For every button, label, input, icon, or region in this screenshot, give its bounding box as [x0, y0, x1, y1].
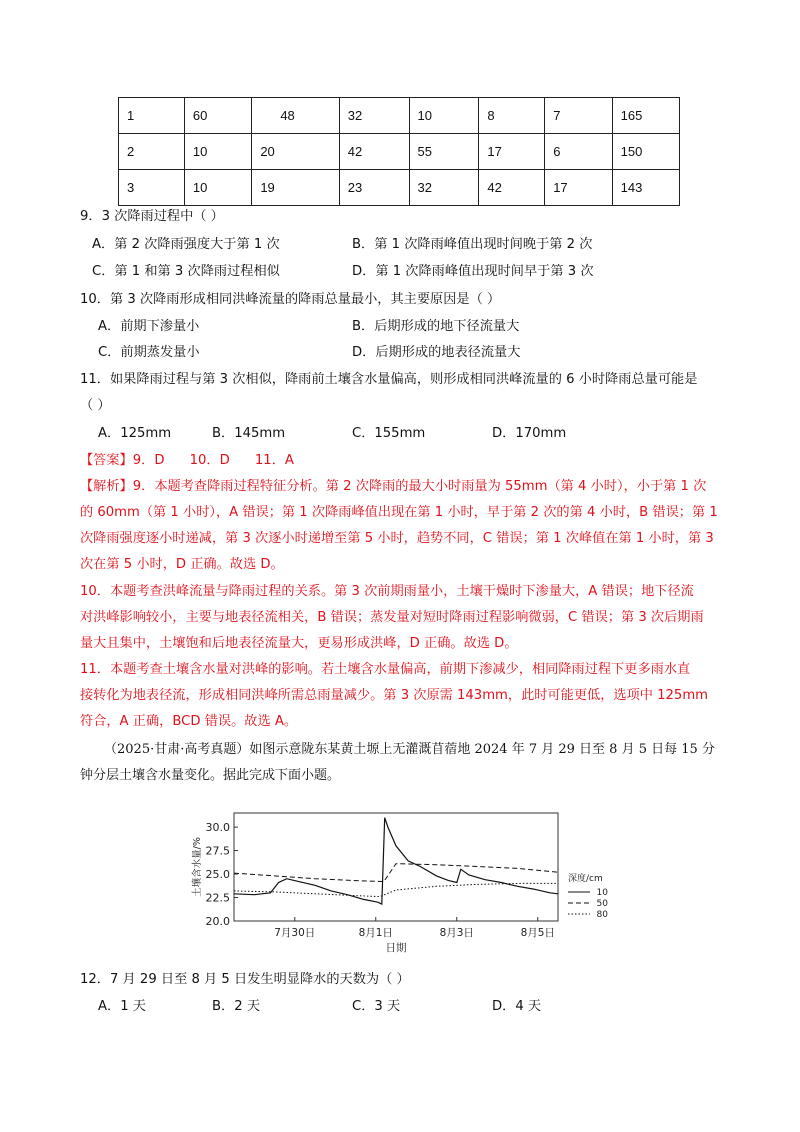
- analysis-line-9: 接转化为地表径流，形成相同洪峰所需总雨量减少。第 3 次原需 143mm，此时可能更低，选项中 125mm: [80, 688, 709, 703]
- table-cell: 17: [479, 134, 545, 170]
- analysis-line-8: 11．本题考查土壤含水量对洪峰的影响。若土壤含水量偏高，前期下渗减少，相同降雨过程下更多雨水直: [80, 662, 691, 677]
- q11-option-d[interactable]: D．170mm: [492, 426, 567, 441]
- intro-line-2: 钟分层土壤含水量变化。据此完成下面小题。: [80, 768, 341, 783]
- q11-option-c[interactable]: C．155mm: [352, 426, 426, 441]
- series-line-50: [234, 864, 558, 882]
- rainfall-table: [118, 97, 680, 206]
- table-cell: 7: [545, 98, 612, 134]
- q11-stem-line2: （ ）: [80, 398, 111, 413]
- analysis-line-6: 对洪峰影响较小，主要与地表径流相关，B 错误；蒸发量对短时降雨过程影响微弱，C 错误；第 3 次后期雨: [80, 610, 704, 625]
- q9-stem: 9．3 次降雨过程中（ ）: [80, 209, 224, 224]
- table-cell: 48: [252, 98, 339, 134]
- x-tick-label: 8月1日: [358, 927, 393, 939]
- analysis-line-3: 次降雨强度逐小时递减，第 3 次逐小时递增至第 5 小时，趋势不同，C 错误；第 1 次峰值在第 1 小时，第 3: [80, 531, 714, 546]
- q11-option-a[interactable]: A．125mm: [98, 426, 172, 441]
- soil-moisture-chart: [180, 803, 620, 963]
- table-cell: 23: [339, 170, 409, 206]
- legend-label-50: 50: [596, 899, 608, 909]
- table-cell: 10: [184, 134, 251, 170]
- table-cell: 10: [409, 98, 479, 134]
- y-axis-label: 土壤含水量/%: [192, 837, 203, 897]
- analysis-line-5: 10．本题考查洪峰流量与降雨过程的关系。第 3 次前期雨量小，土壤干燥时下渗量大，A 错误；地下径流: [80, 584, 694, 599]
- series-line-10: [234, 818, 558, 904]
- table-cell: 165: [612, 98, 679, 134]
- q9-option-c[interactable]: C．第 1 和第 3 次降雨过程相似: [92, 264, 280, 279]
- q12-option-a[interactable]: A．1 天: [98, 999, 146, 1014]
- q10-option-a[interactable]: A．前期下渗量小: [98, 319, 200, 334]
- table-cell: 2: [119, 134, 185, 170]
- q10-option-d[interactable]: D．后期形成的地表径流量大: [352, 345, 521, 360]
- x-tick-label: 8月3日: [439, 927, 474, 939]
- table-cell: 3: [119, 170, 185, 206]
- series-line-80: [234, 883, 558, 896]
- q11-option-b[interactable]: B．145mm: [212, 426, 286, 441]
- table-cell: 8: [479, 98, 545, 134]
- table-row: [119, 170, 680, 206]
- y-tick-label: 25.0: [205, 868, 230, 882]
- x-axis-label: 日期: [385, 942, 407, 954]
- x-tick-label: 8月5日: [520, 927, 555, 939]
- table-cell: 32: [339, 98, 409, 134]
- table-row: [119, 134, 680, 170]
- table-cell: 20: [252, 134, 339, 170]
- q9-option-d[interactable]: D．第 1 次降雨峰值出现时间早于第 3 次: [352, 264, 594, 279]
- q12-option-c[interactable]: C．3 天: [352, 999, 401, 1014]
- table-cell: 42: [339, 134, 409, 170]
- chart-axes: [191, 821, 555, 954]
- analysis-line-1: 【解析】9．本题考查降雨过程特征分析。第 2 次降雨的最大小时雨量为 55mm（第 4 小时），小于第 1 次: [80, 479, 707, 494]
- table-cell: 10: [184, 170, 251, 206]
- chart-frame: [234, 813, 558, 921]
- plot-frame: [234, 813, 558, 921]
- y-tick-label: 20.0: [205, 915, 230, 928]
- rainfall-table-body: [119, 98, 680, 206]
- table-cell: 32: [409, 170, 479, 206]
- table-cell: 150: [612, 134, 679, 170]
- legend-title: 深度/cm: [568, 874, 603, 884]
- q12-option-d[interactable]: D．4 天: [492, 999, 542, 1014]
- chart-series-group: [234, 818, 558, 904]
- chart-legend: [568, 872, 608, 920]
- table-cell: 55: [409, 134, 479, 170]
- table-cell: 17: [545, 170, 612, 206]
- table-cell: 6: [545, 134, 612, 170]
- table-cell: 60: [184, 98, 251, 134]
- q9-option-b[interactable]: B．第 1 次降雨峰值出现时间晚于第 2 次: [352, 237, 593, 252]
- answer-line: 【答案】9．D 10．D 11．A: [80, 453, 294, 468]
- q10-stem: 10．第 3 次降雨形成相同洪峰流量的降雨总量最小，其主要原因是（ ）: [80, 292, 501, 307]
- q11-stem-line1: 11．如果降雨过程与第 3 次相似，降雨前土壤含水量偏高，则形成相同洪峰流量的 6 小时降雨总量可能是: [80, 372, 698, 387]
- analysis-line-7: 量大且集中，土壤饱和后地表径流量大，更易形成洪峰，D 正确。故选 D。: [80, 636, 518, 651]
- legend-label-10: 10: [596, 888, 608, 898]
- table-cell: 143: [612, 170, 679, 206]
- q9-option-a[interactable]: A．第 2 次降雨强度大于第 1 次: [92, 237, 280, 252]
- table-row: [119, 98, 680, 134]
- y-tick-label: 30.0: [205, 821, 230, 835]
- q12-stem: 12．7 月 29 日至 8 月 5 日发生明显降水的天数为（ ）: [80, 972, 410, 987]
- legend-label-80: 80: [596, 910, 608, 920]
- x-tick-label: 7月30日: [274, 927, 316, 939]
- q10-option-b[interactable]: B．后期形成的地下径流量大: [352, 319, 520, 334]
- analysis-line-2: 的 60mm（第 1 小时），A 错误；第 1 次降雨峰值出现在第 1 小时，早于第 2 次的第 4 小时，B 错误；第 1: [80, 505, 718, 520]
- y-tick-label: 22.5: [205, 891, 230, 905]
- q12-option-b[interactable]: B．2 天: [212, 999, 261, 1014]
- table-cell: 19: [252, 170, 339, 206]
- intro-line-1: （2025·甘肃·高考真题）如图示意陇东某黄土塬上无灌溉苜蓿地 2024 年 7 月 29 日至 8 月 5 日每 15 分: [104, 742, 715, 757]
- table-cell: 1: [119, 98, 185, 134]
- q10-option-c[interactable]: C．前期蒸发量小: [98, 345, 200, 360]
- analysis-line-4: 次在第 5 小时，D 正确。故选 D。: [80, 557, 284, 572]
- analysis-line-10: 符合，A 正确，BCD 错误。故选 A。: [80, 714, 298, 729]
- table-cell: 42: [479, 170, 545, 206]
- y-tick-label: 27.5: [205, 844, 230, 858]
